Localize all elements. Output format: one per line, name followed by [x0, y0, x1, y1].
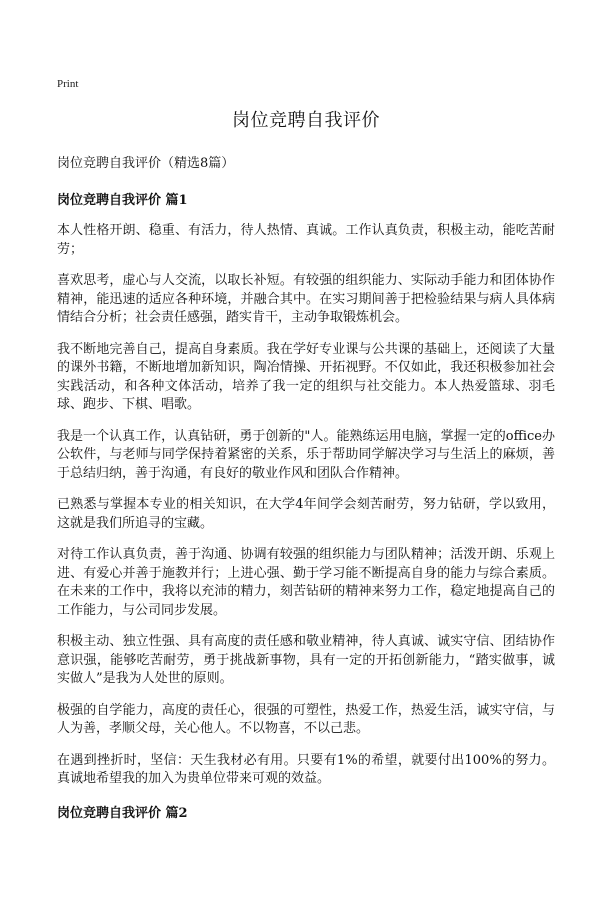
paragraph: 我不断地完善自己，提高自身素质。我在学好专业课与公共课的基础上，还阅读了大量的课外书籍，不断地增加新知识，陶冶情操、开拓视野。不仅如此，我还积极参加社会实践活动，和各种文体活动，培养了我一定的组织与社交能力。本人热爱篮球、羽毛球、跑步、下棋、唱歌。: [57, 341, 555, 412]
paragraph: 在遇到挫折时，坚信：天生我材必有用。只要有1%的希望，就要付出100%的努力。真诚地希望我的加入为贵单位带来可观的效益。: [57, 752, 555, 786]
document-page: [57, 78, 555, 835]
paragraph: 本人性格开朗、稳重、有活力，待人热情、真诚。工作认真负责，积极主动，能吃苦耐劳；: [57, 223, 555, 257]
section-1: [57, 189, 555, 789]
section-heading: 岗位竞聘自我评价 篇1: [57, 193, 188, 208]
paragraph: 对待工作认真负责，善于沟通、协调有较强的组织能力与团队精神；活泼开朗、乐观上进、有爱心并善于施教并行；上进心强、勤于学习能不断提高自身的能力与综合素质。在未来的工作中，我将以充沛的精力，刻苦钻研的精神来努力工作，稳定地提高自己的工作能力，与公司同步发展。: [57, 547, 555, 618]
paragraph: 极强的自学能力，高度的责任心，很强的可塑性，热爱工作，热爱生活，诚实守信，与人为善，孝顺父母，关心他人。不以物喜，不以己悲。: [57, 702, 555, 736]
paragraph: 已熟悉与掌握本专业的相关知识，在大学4年间学会刻苦耐劳，努力钻研，学以致用，这就是我们所追寻的宝藏。: [57, 497, 555, 531]
document-subtitle: 岗位竞聘自我评价（精选8篇）: [57, 156, 235, 171]
paragraph: 我是一个认真工作，认真钻研，勇于创新的"人。能熟练运用电脑，掌握一定的office办公软件，与老师与同学保持着紧密的关系，乐于帮助同学解决学习与生活上的麻烦，善于总结归纳，善于沟通，有良好的敬业作风和团队合作精神。: [57, 428, 555, 481]
document-title: 岗位竞聘自我评价: [232, 110, 380, 131]
print-label[interactable]: Print: [57, 78, 79, 90]
section-heading: 岗位竞聘自我评价 篇2: [57, 805, 188, 821]
paragraph: 积极主动、独立性强、具有高度的责任感和敬业精神，待人真诚、诚实守信、团结协作意识强，能够吃苦耐劳，勇于挑战新事物，具有一定的开拓创新能力，“踏实做事，诚实做人”是我为人处世的原则。: [57, 634, 555, 686]
paragraph: 喜欢思考，虚心与人交流，以取长补短。有较强的组织能力、实际动手能力和团体协作精神，能迅速的适应各种环境，并融合其中。在实习期间善于把检验结果与病人具体病情结合分析；社会责任感强，踏实肯干，主动争取锻炼机会。: [57, 273, 555, 325]
section-2: [57, 802, 555, 821]
